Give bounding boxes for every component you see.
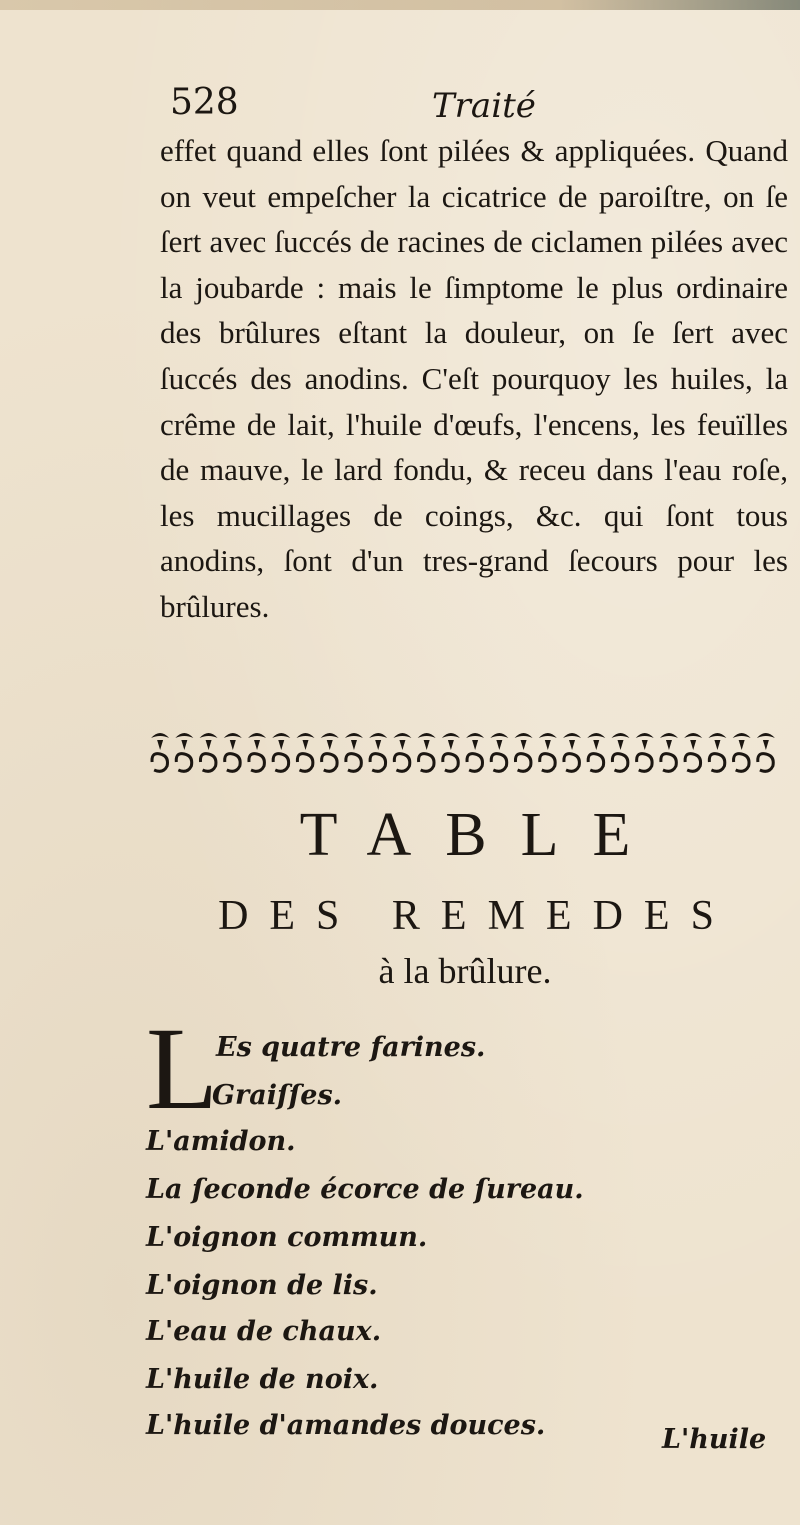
list-item: Graiſſes. [212, 1080, 343, 1111]
running-head: Traité [432, 86, 536, 126]
fleuron-icon [418, 733, 436, 771]
fleuron-icon [660, 733, 678, 771]
list-item: L'oignon de lis. [146, 1270, 378, 1301]
fleuron-icon [757, 733, 775, 771]
fleuron-icon [248, 733, 266, 771]
list-item: L'eau de chaux. [146, 1316, 382, 1347]
table-title: TABLE [299, 801, 665, 869]
list-item: L'huile de noix. [146, 1364, 379, 1395]
fleuron-icon [175, 733, 193, 771]
fleuron-icon [321, 733, 339, 771]
list-item: L'oignon commun. [146, 1222, 428, 1253]
fleuron-icon [345, 733, 363, 771]
page-number: 528 [170, 82, 239, 123]
fleuron-icon [466, 733, 484, 771]
fleuron-icon [612, 733, 630, 771]
fleuron-icon [539, 733, 557, 771]
fleuron-icon [490, 733, 508, 771]
table-subtitle: DES REMEDES [218, 893, 735, 939]
table-subtitle-line2: à la brûlure. [378, 951, 552, 991]
list-item: L'amidon. [146, 1126, 296, 1157]
fleuron-icon [708, 733, 726, 771]
fleuron-icon [297, 733, 315, 771]
catchword: L'huile [662, 1424, 767, 1455]
fleuron-icon [563, 733, 581, 771]
list-item: L'huile d'amandes douces. [146, 1410, 546, 1441]
page-top-edge [0, 0, 800, 10]
fleuron-icon [224, 733, 242, 771]
fleuron-icon [393, 733, 411, 771]
fleuron-icon [369, 733, 387, 771]
ornament-band [148, 726, 778, 778]
fleuron-icon [442, 733, 460, 771]
fleuron-icon [515, 733, 533, 771]
fleuron-icon [684, 733, 702, 771]
fleuron-icon [636, 733, 654, 771]
body-paragraph: effet quand elles ſont pilées & appliquées. Quand on veut empeſcher la cicatrice de paroiſtre, on ſe ſert avec ſuccés de racines de ciclamen pilées avec la joubarde : mais le ſimptome le plus ordinaire des brûlures eſtant la douleur, on ſe ſert avec ſuccés des anodins. C'eſt pourquoy les huiles, la crême de lait, l'huile d'œufs, l'encens, les feuïlles de mauve, le lard fondu, & receu dans l'eau roſe, les mucillages de coings, &c. qui ſont tous anodins, ſont d'un tres-grand ſecours pour les brûlures. [160, 133, 788, 624]
fleuron-icon [733, 733, 751, 771]
list-item: Es quatre farines. [216, 1032, 486, 1063]
list-item: La ſeconde écorce de ſureau. [146, 1174, 584, 1205]
drop-cap: L [146, 1003, 219, 1134]
fleuron-icon [272, 733, 290, 771]
fleuron-icon [200, 733, 218, 771]
fleuron-icon [587, 733, 605, 771]
fleuron-icon [151, 733, 169, 771]
